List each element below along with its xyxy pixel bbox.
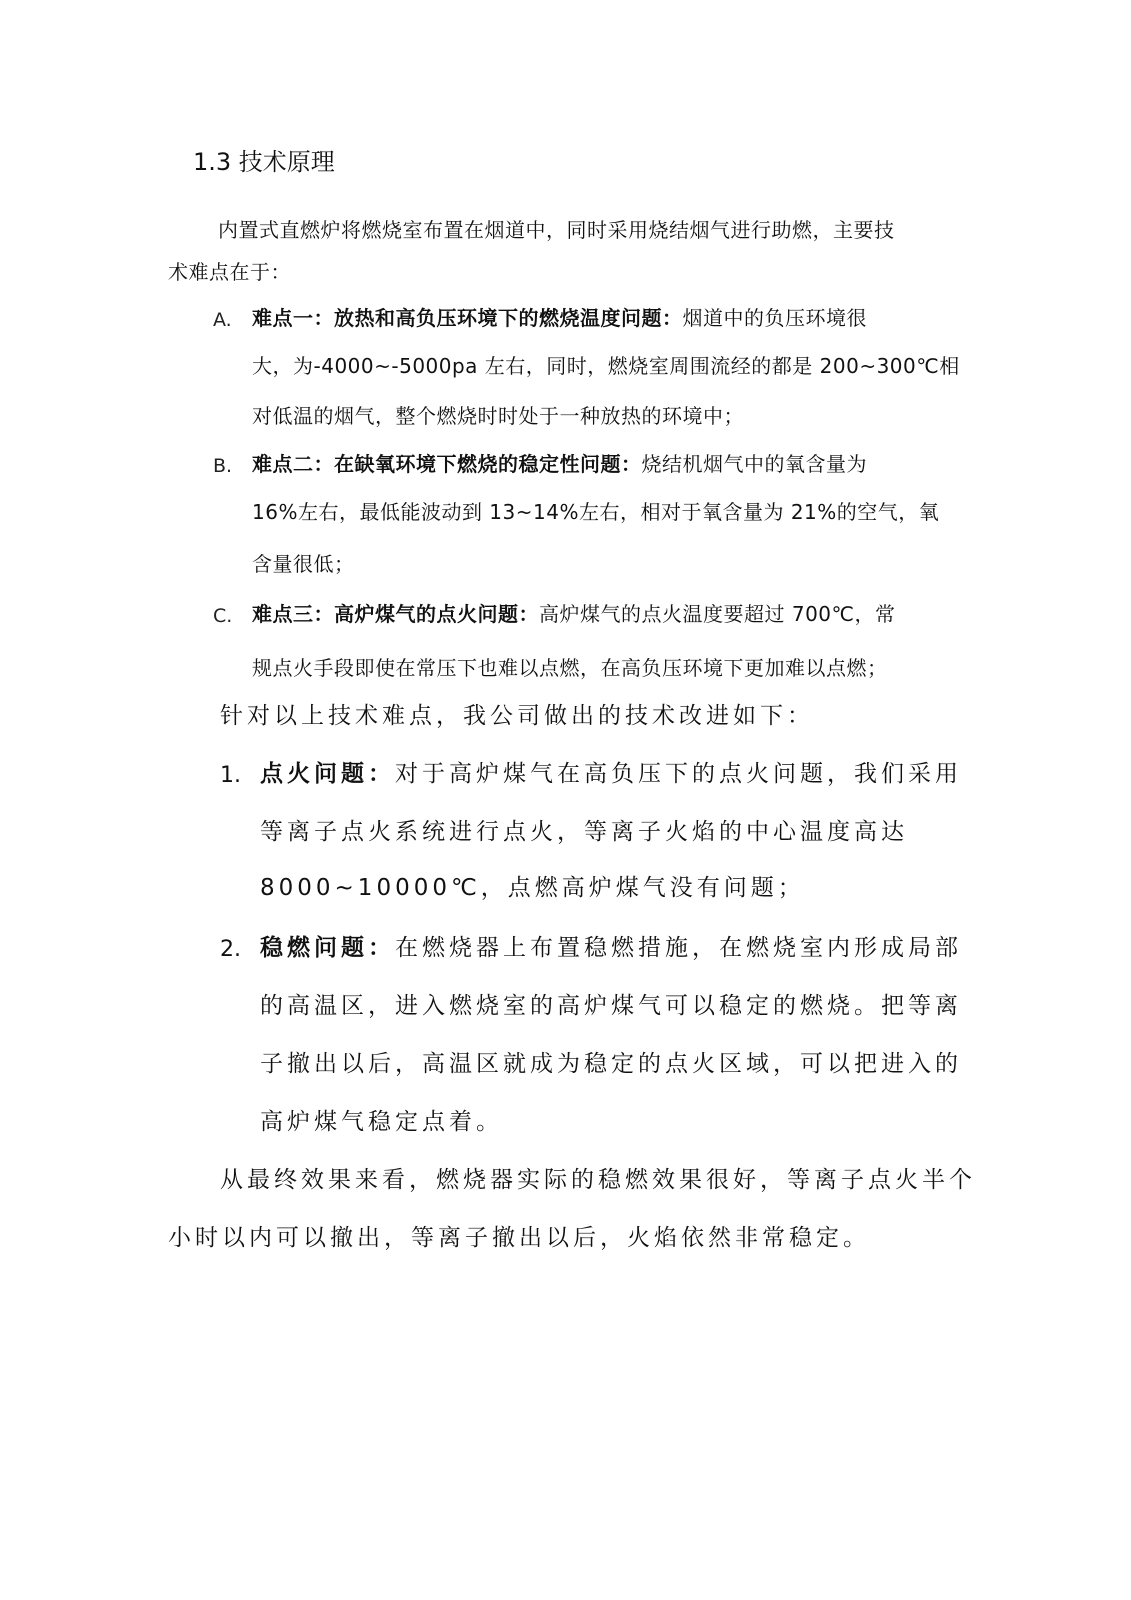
difficulty-c-label: C. xyxy=(213,605,233,627)
intro-line-1: 内置式直燃炉将燃烧室布置在烟道中，同时采用烧结烟气进行助燃，主要技 xyxy=(218,218,895,242)
improvements-intro: 针对以上技术难点，我公司做出的技术改进如下： xyxy=(220,703,814,729)
difficulty-a-title: 难点一：放热和高负压环境下的燃烧温度问题： xyxy=(252,306,683,330)
improvement-1-line-2: 等离子点火系统进行点火，等离子火焰的中心温度高达 xyxy=(260,819,908,845)
difficulty-c-title: 难点三：高炉煤气的点火问题： xyxy=(252,602,539,626)
section-heading: 1.3 技术原理 xyxy=(193,148,335,176)
improvement-1-line-1 xyxy=(260,758,962,790)
improvement-2-line-1-rest: 在燃烧器上布置稳燃措施，在燃烧室内形成局部 xyxy=(395,935,962,961)
difficulty-b-line-1-rest: 烧结机烟气中的氧含量为 xyxy=(641,452,867,476)
improvement-1-line-1-rest: 对于高炉煤气在高负压下的点火问题，我们采用 xyxy=(395,761,962,787)
improvement-2-line-3: 子撤出以后，高温区就成为稳定的点火区域，可以把进入的 xyxy=(260,1051,962,1077)
improvement-2-label: 2. xyxy=(220,937,241,962)
difficulty-b-title: 难点二：在缺氧环境下燃烧的稳定性问题： xyxy=(252,452,642,476)
difficulty-c-line-1 xyxy=(252,600,896,628)
difficulty-c-line-2: 规点火手段即使在常压下也难以点燃，在高负压环境下更加难以点燃； xyxy=(252,656,888,680)
improvement-2-line-1 xyxy=(260,932,962,964)
conclusion-line-2: 小时以内可以撤出，等离子撤出以后，火焰依然非常稳定。 xyxy=(168,1225,870,1251)
intro-line-2: 术难点在于： xyxy=(168,260,291,284)
difficulty-a-line-2: 大，为-4000~-5000pa 左右，同时，燃烧室周围流经的都是 200~300℃相 xyxy=(252,354,960,378)
difficulty-c-line-1-rest: 高炉煤气的点火温度要超过 700℃，常 xyxy=(539,602,896,626)
conclusion-line-1: 从最终效果来看，燃烧器实际的稳燃效果很好，等离子点火半个 xyxy=(220,1167,976,1193)
improvement-2-line-4: 高炉煤气稳定点着。 xyxy=(260,1109,503,1135)
difficulty-a-line-1 xyxy=(252,304,867,332)
improvement-2-title: 稳燃问题： xyxy=(260,935,395,961)
improvement-1-label: 1. xyxy=(220,763,241,788)
difficulty-a-label: A. xyxy=(213,309,232,331)
difficulty-a-line-3: 对低温的烟气，整个燃烧时时处于一种放热的环境中； xyxy=(252,404,744,428)
improvement-2-line-2: 的高温区，进入燃烧室的高炉煤气可以稳定的燃烧。把等离 xyxy=(260,993,962,1019)
difficulty-b-label: B. xyxy=(213,455,233,477)
improvement-1-line-3: 8000~10000℃，点燃高炉煤气没有问题； xyxy=(260,875,805,901)
difficulty-b-line-2: 16%左右，最低能波动到 13~14%左右，相对于氧含量为 21%的空气，氧 xyxy=(252,500,940,524)
difficulty-b-line-1 xyxy=(252,450,867,478)
difficulty-b-line-3: 含量很低； xyxy=(252,552,355,576)
difficulty-a-line-1-rest: 烟道中的负压环境很 xyxy=(682,306,867,330)
improvement-1-title: 点火问题： xyxy=(260,761,395,787)
